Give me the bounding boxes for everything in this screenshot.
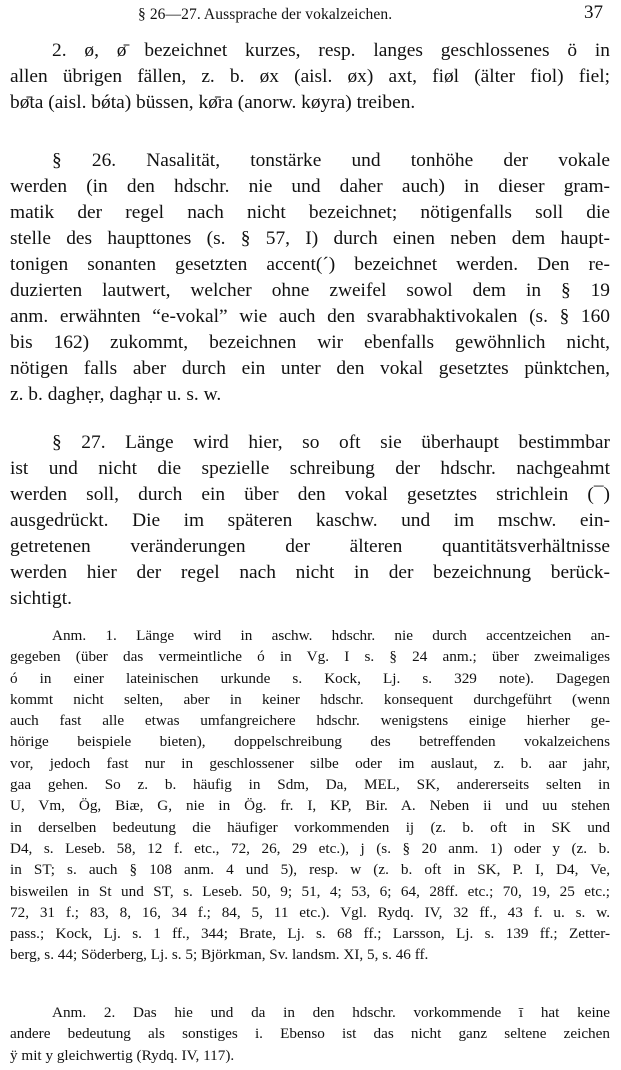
- text-line: duzierten lautwert, welcher ohne zweifel sowol dem in § 19: [10, 280, 610, 301]
- text-line: bø̄ta (aisl. bǿta) büssen, kø̄ra (anorw. køyra) treiben.: [10, 92, 416, 113]
- text-line: allen übrigen fällen, z. b. øx (aisl. øx) axt, fiøl (älter fiol) fiel;: [10, 66, 610, 87]
- note-line: gaa gehen. So z. b. häufig in Sdm, Da, MEL, SK, andererseits selten in: [10, 776, 610, 794]
- note-line: bisweilen in St und ST, s. Leseb. 50, 9; 51, 4; 53, 6; 64, 28ff. etc.; 70, 19, 25 etc.;: [10, 882, 610, 900]
- note-anm-1: [10, 625, 610, 966]
- text-line: stelle des haupttones (s. § 57, I) durch einen neben dem haupt-: [10, 228, 610, 249]
- note-line: berg, s. 44; Söderberg, Lj. s. 5; Björkman, Sv. landsm. XI, 5, s. 46 ff.: [10, 946, 429, 964]
- section-heading-line: § 26. Nasalität, tonstärke und tonhöhe der vokale: [52, 150, 610, 171]
- text-line: sichtigt.: [10, 588, 72, 609]
- paragraph-item-2: [10, 38, 610, 116]
- note-line: hörige beispiele bieten), doppelschreibung des betreffenden vokalzeichens: [10, 733, 610, 751]
- running-title: § 26—27. Aussprache der vokalzeichen.: [138, 6, 393, 23]
- note-line: U, Vm, Ög, Biæ, G, nie in Ög. fr. I, KP, Bir. A. Neben ii und uu stehen: [10, 797, 610, 815]
- text-line: ausgedrückt. Die im späteren kaschw. und im mschw. ein-: [10, 510, 610, 531]
- text-line: ist und nicht die spezielle schreibung der hdschr. nachgeahmt: [10, 458, 610, 479]
- page-number: 37: [584, 2, 603, 23]
- text-line: werden hier der regel nach nicht in der bezeichnung berück-: [10, 562, 610, 583]
- note-line: 72, 31 f.; 83, 8, 16, 34 f.; 84, 5, 11 etc.). Vgl. Rydq. IV, 32 ff., 43 f. u. s. w.: [10, 903, 610, 921]
- text-line: matik der regel nach nicht bezeichnet; nötigenfalls soll die: [10, 202, 610, 223]
- text-line: getretenen veränderungen der älteren quantitätsverhältnisse: [10, 536, 610, 557]
- note-line: pass.; Kock, Lj. s. 1 ff., 344; Brate, Lj. s. 68 ff.; Larsson, Lj. s. 139 ff.; Zetter-: [10, 925, 610, 943]
- note-line: D4, s. Leseb. 58, 12 f. etc., 72, 26, 29 etc.), j (s. § 20 anm. 1) oder y (z. b.: [10, 839, 610, 857]
- note-line: andere bedeutung als sonstiges i. Ebenso ist das nicht ganz seltene zeichen: [10, 1025, 610, 1043]
- text-line: werden (in den hdschr. nie und daher auch) in dieser gram-: [10, 176, 610, 197]
- note-line: ó in einer lateinischen urkunde s. Kock, Lj. s. 329 note). Dagegen: [10, 669, 610, 687]
- note-line: in ST; s. auch § 108 anm. 4 und 5), resp. w (z. b. oft in SK, P. I, D4, Ve,: [10, 861, 610, 879]
- section-26: [10, 148, 610, 408]
- page-header: [0, 2, 621, 28]
- note-line: vor, jedoch fast nur in geschlossener silbe oder im auslaut, z. b. aar jahr,: [10, 754, 610, 772]
- note-line: ÿ mit y gleichwertig (Rydq. IV, 117).: [10, 1046, 235, 1064]
- text-line: 2. ø, ø̄ bezeichnet kurzes, resp. langes geschlossenes ö in: [52, 40, 610, 61]
- note-line: auch fast alle etwas umfangreichere hdschr. wenigstens einige hierher ge-: [10, 712, 610, 730]
- section-heading-line: § 27. Länge wird hier, so oft sie überhaupt bestimmbar: [52, 432, 610, 453]
- text-line: nötigen falls aber durch ein unter den vokal gesetztes pünktchen,: [10, 358, 610, 379]
- note-heading-line: Anm. 1. Länge wird in aschw. hdschr. nie durch accentzeichen an-: [52, 627, 610, 644]
- text-line: z. b. daghẹr, daghạr u. s. w.: [10, 384, 222, 405]
- note-heading-line: Anm. 2. Das hie und da in den hdschr. vorkommende ī hat keine: [52, 1004, 610, 1021]
- text-line: tonigen sonanten gesetzten accent(´) bezeichnet werden. Den re-: [10, 254, 610, 275]
- note-line: kommt nicht selten, aber in keiner hdschr. konsequent durchgeführt (wenn: [10, 690, 610, 708]
- text-line: werden soll, durch ein über den vokal gesetztes strichlein (¯): [10, 484, 610, 505]
- note-line: in derselben bedeutung die häufiger vorkommenden ij (z. b. oft in SK und: [10, 818, 610, 836]
- section-27: [10, 430, 610, 612]
- text-line: bis 162) zukommt, bezeichnen wir ebenfalls gewöhnlich nicht,: [10, 332, 610, 353]
- note-anm-2: [10, 1002, 610, 1066]
- note-line: gegeben (über das vermeintliche ó in Vg. I s. § 24 anm.; über zweimaliges: [10, 648, 610, 666]
- text-line: anm. erwähnten “e-vokal” wie auch den svarabhaktivokalen (s. § 160: [10, 306, 610, 327]
